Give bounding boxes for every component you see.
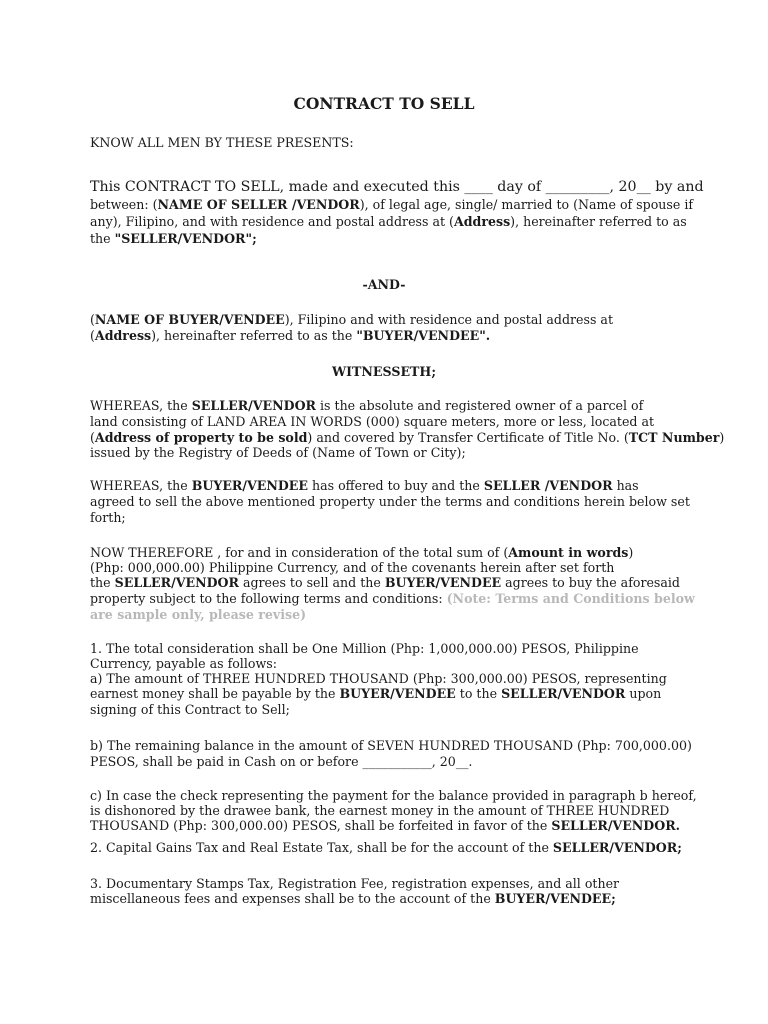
bold-term: Address [94,328,152,343]
and-separator [0,277,768,293]
witnesseth-heading [0,364,768,380]
bold-term: SELLER/VENDOR [114,575,239,590]
body-text: ( [90,430,95,445]
whereas-1-line-2 [90,414,654,430]
opening-line [90,135,354,151]
body-text: 3. Documentary Stamps Tax, Registration Fee, registration expenses, and all other [90,876,620,891]
whereas-2-line-2 [90,494,690,510]
term-1c-line-2 [90,803,669,819]
term-1-line-2 [90,656,277,672]
body-text: the [90,231,115,246]
body-text: signing of this Contract to Sell; [90,702,290,717]
buyer-line-1 [90,312,613,328]
term-1c-line-3 [90,818,680,834]
body-text: ), hereinafter referred to as [510,214,687,229]
body-text: the [90,575,115,590]
whereas-1-line-3 [90,430,724,446]
bold-term: BUYER/VENDEE; [494,891,616,906]
whereas-1-line-1 [90,398,643,414]
term-1b-line-2 [90,754,472,770]
page-title: CONTRACT TO SELL [293,94,475,113]
body-text: a) The amount of THREE HUNDRED THOUSAND (Php: 300,000.00) PESOS, representing [90,671,667,686]
term-3-line-2 [90,891,616,907]
body-text: ) [628,545,634,560]
body-text: ( [90,328,95,343]
bold-term: Amount in words [508,545,629,560]
therefore-line-2 [90,560,614,576]
body-text: upon [625,686,662,701]
body-text: THOUSAND (Php: 300,000.00) PESOS, shall be forfeited in favor of the [90,818,552,833]
body-text: c) In case the check representing the payment for the balance provided in paragraph b hereof, [90,788,697,803]
body-text: 2. Capital Gains Tax and Real Estate Tax, shall be for the account of the [90,840,553,855]
bold-term: Address [453,214,511,229]
body-text: is the absolute and registered owner of a parcel of [316,398,644,413]
bold-term: SELLER/VENDOR; [552,840,682,855]
bold-term: TCT Number [628,430,720,445]
term-1a-line-1 [90,671,667,687]
term-1b-line-1 [90,738,692,754]
body-text: ( [90,312,95,327]
body-text: to the [455,686,502,701]
bold-term: "BUYER/VENDEE". [356,328,491,343]
therefore-line-3 [90,575,680,591]
body-text: 1. The total consideration shall be One Million (Php: 1,000,000.00) PESOS, Philippine [90,641,639,656]
therefore-line-4 [90,591,695,607]
body-text: is dishonored by the drawee bank, the earnest money in the amount of THREE HUNDRED [90,803,670,818]
sample-note-text: (Note: Terms and Conditions below [446,591,695,606]
body-text: miscellaneous fees and expenses shall be to the account of the [90,891,495,906]
body-text: land consisting of LAND AREA IN WORDS (000) square meters, more or less, located at [90,414,655,429]
term-1a-line-3 [90,702,290,718]
body-text: has offered to buy and the [308,478,484,493]
bold-term: SELLER/VENDOR [501,686,626,701]
term-3-line-1 [90,876,619,892]
whereas-2-line-1 [90,478,639,494]
whereas-1-line-4 [90,445,466,461]
body-text: agrees to sell and the [238,575,385,590]
body-text: earnest money shall be payable by the [90,686,340,701]
term-1c-line-1 [90,788,697,804]
body-text: b) The remaining balance in the amount of SEVEN HUNDRED THOUSAND (Php: 700,000.00) [90,738,692,753]
body-text: ), of legal age, single/ married to (Name of spouse if [359,197,694,212]
sample-note-line [90,607,306,623]
bold-term: SELLER /VENDOR [483,478,613,493]
body-text: Currency, payable as follows: [90,656,277,671]
body-text: forth; [90,510,126,525]
body-text: ), hereinafter referred to as the [151,328,357,343]
whereas-2-line-3 [90,510,126,526]
body-text: any), Filipino, and with residence and postal address at ( [90,214,454,229]
bold-term: BUYER/VENDEE [339,686,456,701]
body-text: WHEREAS, the [90,398,192,413]
body-text: (Php: 000,000.00) Philippine Currency, and of the covenants herein after set forth [90,560,615,575]
intro-line [90,178,704,196]
term-1-line-1 [90,641,639,657]
bold-term: SELLER/VENDOR [191,398,317,413]
body-text: ) [719,430,725,445]
bold-term: -AND- [362,277,406,292]
body-text: PESOS, shall be paid in Cash on or before ___________, 20__. [90,754,473,769]
seller-line-3 [90,231,257,247]
seller-line-2 [90,214,687,230]
body-text: ) and covered by Transfer Certificate of Title No. ( [307,430,629,445]
body-text: agreed to sell the above mentioned property under the terms and conditions herein below set [90,494,690,509]
sample-note-text: are sample only, please revise) [90,607,307,622]
bold-term: Address of property to be sold [94,430,308,445]
body-text: agrees to buy the aforesaid [501,575,680,590]
therefore-line-1 [90,545,633,561]
bold-term: BUYER/VENDEE [191,478,308,493]
body-text: This CONTRACT TO SELL, made and executed this ____ day of _________, 20__ by and [90,179,704,195]
body-text: property subject to the following terms and conditions: [90,591,447,606]
body-text: NOW THEREFORE , for and in consideration of the total sum of ( [90,545,509,560]
body-text: ), Filipino and with residence and postal address at [284,312,614,327]
body-text: issued by the Registry of Deeds of (Name of Town or City); [90,445,466,460]
bold-term: SELLER/VENDOR. [551,818,681,833]
buyer-line-2 [90,328,490,344]
seller-line-1 [90,197,693,213]
term-2-line [90,840,682,856]
bold-term: NAME OF BUYER/VENDEE [94,312,285,327]
body-text: between: ( [90,197,158,212]
bold-term: WITNESSETH; [332,364,436,379]
term-1a-line-2 [90,686,661,702]
bold-term: BUYER/VENDEE [384,575,502,590]
body-text: WHEREAS, the [90,478,192,493]
bold-term: NAME OF SELLER /VENDOR [157,197,360,212]
body-text: KNOW ALL MEN BY THESE PRESENTS: [90,135,354,150]
bold-term: "SELLER/VENDOR"; [114,231,257,246]
body-text: has [612,478,639,493]
